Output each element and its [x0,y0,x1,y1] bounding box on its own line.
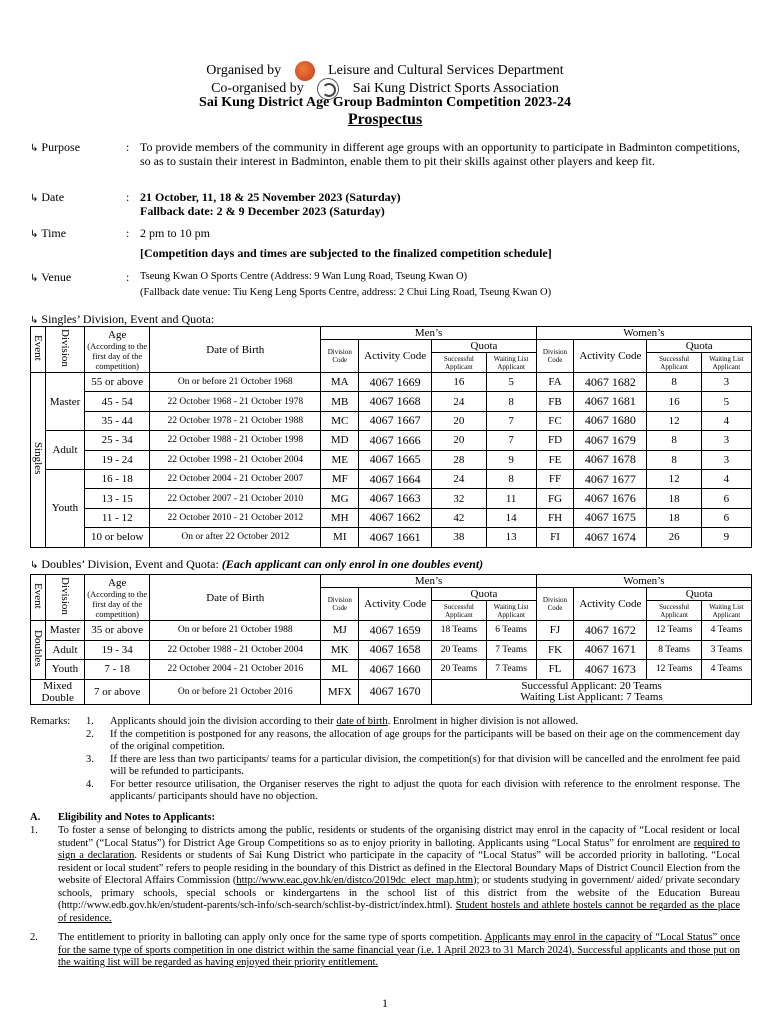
table-cell: 4067 1661 [359,528,432,547]
table-cell: 22 October 1988 - 21 October 1998 [150,431,321,450]
table-row [31,450,752,469]
table-row [31,469,752,488]
remarks-label: Remarks: [30,716,71,727]
division-code-header: Division Code [321,340,359,373]
table-row [31,411,752,430]
table-cell: 24 [432,392,486,411]
table-cell: 4067 1670 [359,679,432,704]
table-cell: 22 October 2004 - 21 October 2007 [150,469,321,488]
womens-header: Women’s [536,327,751,340]
table-cell: MF [321,469,359,488]
table-cell: 18 [647,508,701,527]
eligibility-note-1: 1. To foster a sense of belonging to districts among the public, residents or students of the organising district may enrol in the capacity of “Local resident or local student” (“Local Status”) for District Age Group Competitions so as to enjoy priority in balloting. Applicants using “Local Status” for enrolment are required to sign a declaration. Residents or students of Sai Kung District who participate in the capacity of “Local Status” will be accorded priority in balloting. “Local resident or local student” refers to people residing in the boundary of this District as defined in the Electoral Boundary Maps of District Council Election from the website of Electoral Affairs Commission (http://www.eac.gov.hk/en/distco/2019dc_elect_map.htm); or students studying in government/ aided/ private secondary schools, primary schools, special schools or kindergartens in the school list of this district from the website of the Education Bureau (http://www.edb.gov.hk/en/student-parents/sch-info/sch-search/schlist-by-district/index.html). Student hostels and athlete hostels cannot be regarded as the place of residence. [30,825,740,924]
table-cell: 7 [486,431,536,450]
table-row [31,660,752,680]
table-cell: 42 [432,508,486,527]
eligibility-section: A. Eligibility and Notes to Applicants: 1. To foster a sense of belonging to districts among the public, residents or students of the organising district may enrol in the capacity of “Local resident or local student” (“Local Status”) for District Age Group Competitions so as to enjoy priority in balloting. Applicants using “Local Status” for enrolment are required to sign a declaration. Residents or students of Sai Kung District who participate in the capacity of “Local Status” will be accorded priority in balloting. “Local resident or local student” refers to people residing in the boundary of this District as defined in the Electoral Boundary Maps of District Council Election from the website of Electoral Affairs Commission (http://www.eac.gov.hk/en/distco/2019dc_elect_map.htm); or students studying in government/ aided/ private secondary schools, primary schools, special schools or kindergartens in the school list of this district from the website of the Education Bureau (http://www.edb.gov.hk/en/student-parents/sch-info/sch-search/schlist-by-district/index.html). Student hostels and athlete hostels cannot be regarded as the place of residence. 2. The entitlement to priority in balloting can apply only once for the same type of sports competition. Applicants may enrol in the capacity of “Local Status” once for the same type of sports competition in one district within the same financial year (i.e. 1 April 2023 to 31 March 2024). Successful applicants and those put on the waiting list will be regarded as having enjoyed their priority entitlement. [30,812,740,968]
schedule-note: [Competition days and times are subjected to the finalized competition schedule] [140,246,552,260]
date-line: 21 October, 11, 18 & 25 November 2023 (Saturday) [140,190,401,204]
division-code-header: Division Code [536,340,574,373]
table-cell: 4067 1659 [359,621,432,641]
table-cell: FK [536,640,574,660]
table-cell: 6 [701,508,751,527]
table-cell: 4067 1660 [359,660,432,680]
table-row [31,621,752,641]
table-cell: 4 Teams [701,621,751,641]
table-cell: 20 Teams [432,660,486,680]
table-cell: 18 [647,489,701,508]
table-cell: MJ [321,621,359,641]
table-cell: 18 Teams [432,621,486,641]
table-cell: 5 [701,392,751,411]
remark-item: 3. If there are less than two participants/ teams for a particular division, the competition(s) for that division will be cancelled and the enrolment fee paid will be refunded to participants. [86,753,740,777]
quota-header: Quota [432,340,536,353]
table-cell: FL [536,660,574,680]
singles-caption: ↳ Singles’ Division, Event and Quota: [30,312,215,326]
fallback-date-line: Fallback date: 2 & 9 December 2023 (Saturday) [140,204,385,218]
table-cell: 4067 1669 [359,373,432,392]
table-cell: FG [536,489,574,508]
table-cell: 8 [647,373,701,392]
table-cell: 12 [647,411,701,430]
table-cell: 4067 1679 [574,431,647,450]
table-cell: FD [536,431,574,450]
table-cell: Master [45,621,85,641]
table-cell: FF [536,469,574,488]
table-cell: 4067 1674 [574,528,647,547]
table-row-mixed [31,679,752,704]
table-cell: 20 [432,431,486,450]
table-cell: 32 [432,489,486,508]
eligibility-note-2: 2. The entitlement to priority in balloting can apply only once for the same type of sports competition. Applicants may enrol in the capacity of “Local Status” once for the same type of sports competition in one district within the same financial year (i.e. 1 April 2023 to 31 March 2024). Successful applicants and those put on the waiting list will be regarded as having enjoyed their priority entitlement. [30,932,740,968]
table-cell: MI [321,528,359,547]
singles-table [30,326,752,548]
table-cell: MH [321,508,359,527]
doubles-table [30,574,752,705]
table-row [31,508,752,527]
table-cell: ME [321,450,359,469]
division-header: Division [45,327,85,373]
table-cell: 22 October 1998 - 21 October 2004 [150,450,321,469]
mens-header: Men’s [321,327,536,340]
organised-label: Organised by [206,63,282,79]
table-cell: 7 [486,411,536,430]
table-cell: 45 - 54 [85,392,150,411]
table-cell: On or before 21 October 1988 [150,621,321,641]
activity-code-header: Activity Code [574,588,647,621]
table-cell: 4067 1677 [574,469,647,488]
table-cell: 4 [701,469,751,488]
table-cell: MA [321,373,359,392]
quota-header: Quota [647,588,752,601]
table-cell: 55 or above [85,373,150,392]
division-code-header: Division Code [321,588,359,621]
venue-line: Tseung Kwan O Sports Centre (Address: 9 Wan Lung Road, Tseung Kwan O) [140,271,468,282]
table-cell: 4067 1676 [574,489,647,508]
purpose-section: ↳ Purpose : To provide members of the community in different age groups with an opportunity to participate in Badminton competitions, so as to sustain their interest in Badminton, enable them to pit their skills against other players and keep fit. [30,140,740,168]
table-cell: MG [321,489,359,508]
table-cell: 13 - 15 [85,489,150,508]
coorganised-label: Co-organised by [211,81,304,97]
arrow-icon: ↳ [30,560,39,571]
arrow-icon: ↳ [30,143,39,154]
coorganiser-name: Sai Kung District Sports Association [352,81,559,97]
remark-item: 1. Applicants should join the division according to their date of birth. Enrolment in higher division is not allowed. [86,716,579,727]
purpose-text: To provide members of the community in different age groups with an opportunity to participate in Badminton competitions, so as to sustain their interest in Badminton, enable them to pit their skills against other players and keep fit. [140,140,740,168]
table-cell: 22 October 1978 - 21 October 1988 [150,411,321,430]
table-cell: 3 [701,450,751,469]
table-cell: 8 [647,450,701,469]
table-cell: Youth [45,660,85,680]
table-cell: MK [321,640,359,660]
division-master: Master [45,373,85,431]
dob-header: Date of Birth [150,327,321,373]
date-label: Date [41,190,65,204]
table-cell: 4067 1675 [574,508,647,527]
age-header: Age (According to the first day of the competition) [85,575,150,621]
table-cell: 7 Teams [486,660,536,680]
table-cell: 16 [647,392,701,411]
table-cell: Mixed Double [31,679,85,704]
activity-code-header: Activity Code [359,588,432,621]
table-cell: 22 October 1968 - 21 October 1978 [150,392,321,411]
table-cell: 22 October 1988 - 21 October 2004 [150,640,321,660]
table-cell: FJ [536,621,574,641]
successful-header: Successful Applicant [432,601,486,621]
arrow-icon: ↳ [30,273,39,284]
table-cell: 16 - 18 [85,469,150,488]
table-cell: MFX [321,679,359,704]
table-cell: 7 Teams [486,640,536,660]
age-header: Age (According to the first day of the competition) [85,327,150,373]
table-cell: 35 - 44 [85,411,150,430]
remark-item: 4. For better resource utilisation, the Organiser reserves the right to adjust the quota for each division with reference to the enrolment response. The applicants/ participants should have no objection. [86,778,740,802]
event-doubles: Doubles [31,621,46,680]
table-cell: Adult [45,640,85,660]
waiting-header: Waiting List Applicant [701,601,751,621]
table-cell: 4067 1664 [359,469,432,488]
arrow-icon: ↳ [30,193,39,204]
table-cell: FH [536,508,574,527]
table-cell: 4067 1678 [574,450,647,469]
organiser-name: Leisure and Cultural Services Department [328,63,564,79]
waiting-header: Waiting List Applicant [701,353,751,373]
table-cell: 4067 1673 [574,660,647,680]
table-cell: 12 [647,469,701,488]
event-header: Event [31,327,46,373]
table-cell: 9 [486,450,536,469]
table-cell: 4067 1668 [359,392,432,411]
table-cell: 3 [701,431,751,450]
table-row [31,640,752,660]
table-cell: 20 Teams [432,640,486,660]
waiting-header: Waiting List Applicant [486,353,536,373]
prospectus-heading: Prospectus [347,111,423,128]
table-cell: 22 October 2007 - 21 October 2010 [150,489,321,508]
mixed-quota: Successful Applicant: 20 Teams Waiting List Applicant: 7 Teams [432,679,752,704]
table-cell: 4067 1681 [574,392,647,411]
successful-header: Successful Applicant [647,601,701,621]
table-row [31,489,752,508]
table-cell: FE [536,450,574,469]
table-cell: On or after 22 October 2012 [150,528,321,547]
time-label: Time [41,226,67,240]
date-section: ↳ Date : 21 October, 11, 18 & 25 November 2023 (Saturday) Fallback date: 2 & 9 December 2023 (Saturday) [30,190,740,218]
arrow-icon: ↳ [30,315,39,326]
division-adult: Adult [45,431,85,470]
eac-link[interactable]: http://www.eac.gov.hk/en/distco/2019dc_elect_map.htm [236,875,474,886]
table-cell: MB [321,392,359,411]
doubles-caption: ↳ Doubles’ Division, Event and Quota: (Each applicant can only enrol in one doubles event) [30,557,484,571]
quota-header: Quota [432,588,536,601]
mens-header: Men’s [321,575,536,588]
table-cell: 9 [701,528,751,547]
table-cell: 16 [432,373,486,392]
table-cell: 4067 1665 [359,450,432,469]
table-cell: MC [321,411,359,430]
table-cell: 4067 1671 [574,640,647,660]
page-number: 1 [382,996,388,1010]
table-cell: 10 or below [85,528,150,547]
dob-header: Date of Birth [150,575,321,621]
table-cell: FC [536,411,574,430]
table-cell: 12 Teams [647,660,701,680]
table-cell: 22 October 2010 - 21 October 2012 [150,508,321,527]
table-cell: 19 - 24 [85,450,150,469]
table-row [31,431,752,450]
successful-header: Successful Applicant [432,353,486,373]
table-cell: 20 [432,411,486,430]
page-title: Sai Kung District Age Group Badminton Competition 2023-24 [199,95,571,110]
purpose-label: Purpose [41,140,81,154]
table-cell: 4067 1663 [359,489,432,508]
table-cell: 3 [701,373,751,392]
quota-header: Quota [647,340,752,353]
division-header: Division [45,575,85,621]
event-singles: Singles [31,373,46,548]
remark-item: 2. If the competition is postponed for any reasons, the allocation of age groups for the participants will be based on their age on the commencement day of the original competition. [86,728,740,752]
table-cell: 25 - 34 [85,431,150,450]
table-row [31,392,752,411]
table-cell: 4067 1672 [574,621,647,641]
table-cell: 11 - 12 [85,508,150,527]
remarks [30,716,740,804]
division-youth: Youth [45,469,85,547]
table-cell: FA [536,373,574,392]
activity-code-header: Activity Code [359,340,432,373]
successful-header: Successful Applicant [647,353,701,373]
time-section: ↳ Time : 2 pm to 10 pm [Competition days and times are subjected to the finalized competition schedule] [30,226,740,260]
table-cell: 13 [486,528,536,547]
table-cell: 12 Teams [647,621,701,641]
womens-header: Women’s [536,575,751,588]
arrow-icon: ↳ [30,229,39,240]
table-row [31,373,752,392]
table-cell: 11 [486,489,536,508]
table-cell: FI [536,528,574,547]
table-cell: 4067 1658 [359,640,432,660]
table-cell: ML [321,660,359,680]
table-cell: 6 Teams [486,621,536,641]
table-cell: 5 [486,373,536,392]
table-cell: 7 or above [85,679,150,704]
table-cell: 8 [647,431,701,450]
table-cell: FB [536,392,574,411]
table-row [31,528,752,547]
table-cell: 28 [432,450,486,469]
table-cell: 8 [486,469,536,488]
venue-label: Venue [41,270,72,284]
table-cell: 4 Teams [701,660,751,680]
fallback-venue-line: (Fallback date venue: Tiu Keng Leng Sports Centre, address: 2 Chui Ling Road, Tseung Kwan O) [140,287,552,298]
table-cell: 4067 1662 [359,508,432,527]
table-cell: 7 - 18 [85,660,150,680]
table-cell: 4 [701,411,751,430]
table-cell: 4067 1666 [359,431,432,450]
table-cell: MD [321,431,359,450]
table-cell: On or before 21 October 2016 [150,679,321,704]
eligibility-heading: Eligibility and Notes to Applicants: [58,812,215,823]
table-cell: 4067 1667 [359,411,432,430]
table-cell: 4067 1682 [574,373,647,392]
division-code-header: Division Code [536,588,574,621]
event-header: Event [31,575,46,621]
table-cell: 6 [701,489,751,508]
table-cell: On or before 21 October 1968 [150,373,321,392]
table-cell: 14 [486,508,536,527]
activity-code-header: Activity Code [574,340,647,373]
waiting-header: Waiting List Applicant [486,601,536,621]
table-cell: 3 Teams [701,640,751,660]
time-line: 2 pm to 10 pm [140,226,211,240]
table-cell: 26 [647,528,701,547]
table-cell: 35 or above [85,621,150,641]
table-cell: 8 Teams [647,640,701,660]
venue-section: ↳ Venue : Tseung Kwan O Sports Centre (Address: 9 Wan Lung Road, Tseung Kwan O) (Fallback date venue: Tiu Keng Leng Sports Centre, address: 2 Chui Ling Road, Tseung Kwan O) [30,270,740,300]
table-cell: 24 [432,469,486,488]
table-cell: 38 [432,528,486,547]
table-cell: 4067 1680 [574,411,647,430]
table-cell: 8 [486,392,536,411]
table-cell: 19 - 34 [85,640,150,660]
table-cell: 22 October 2004 - 21 October 2016 [150,660,321,680]
